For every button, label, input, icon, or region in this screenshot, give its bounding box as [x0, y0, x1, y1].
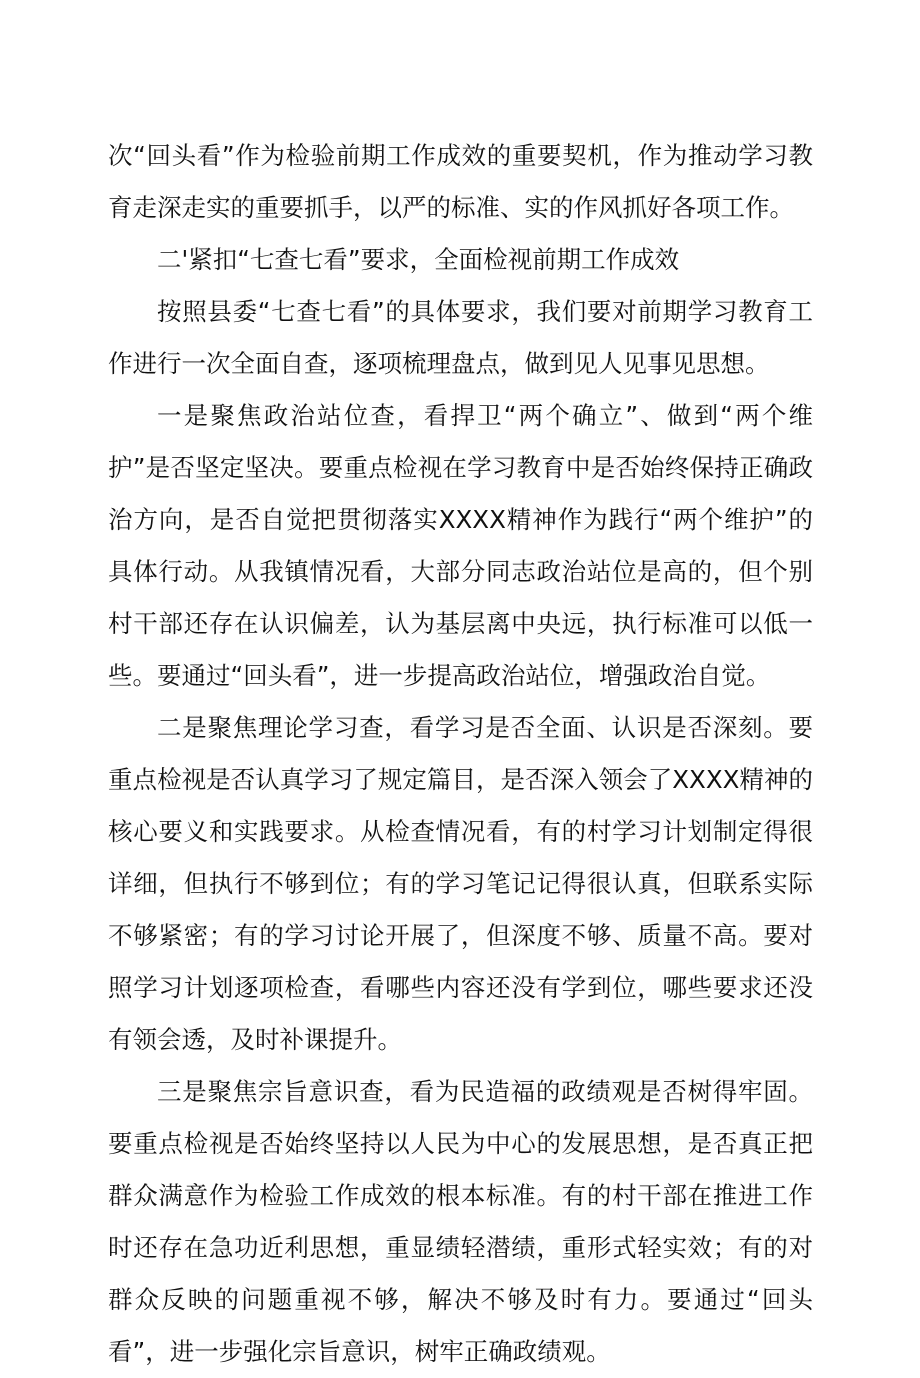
document-body	[108, 130, 813, 1378]
paragraph-purpose-awareness: 三是聚焦宗旨意识查，看为民造福的政绩观是否树得牢固。要重点检视是否始终坚持以人民为中心的发展思想，是否真正把群众满意作为检验工作成效的根本标准。有的村干部在推进工作时还存在急功近利思想，重显绩轻潜绩，重形式轻实效；有的对群众反映的问题重视不够，解决不够及时有力。要通过“回头看”，进一步强化宗旨意识，树牢正确政绩观。	[108, 1077, 813, 1366]
paragraph-political-stance: 一是聚焦政治站位查，看捍卫“两个确立”、做到“两个维护”是否坚定坚决。要重点检视在学习教育中是否始终保持正确政治方向，是否自觉把贯彻落实XXXX精神作为践行“两个维护”的具体行动。从我镇情况看，大部分同志政治站位是高的，但个别村干部还存在认识偏差，认为基层离中央远，执行标准可以低一些。要通过“回头看”，进一步提高政治站位，增强政治自觉。	[108, 401, 813, 690]
paragraph-intro: 按照县委“七查七看”的具体要求，我们要对前期学习教育工作进行一次全面自查，逐项梳理盘点，做到见人见事见思想。	[108, 297, 813, 378]
section-heading: 二'紧扣“七查七看”要求，全面检视前期工作成效	[157, 245, 680, 274]
paragraph-continuation: 次“回头看”作为检验前期工作成效的重要契机，作为推动学习教育走深走实的重要抓手，以严的标准、实的作风抓好各项工作。	[108, 141, 813, 222]
paragraph-theory-study: 二是聚焦理论学习查，看学习是否全面、认识是否深刻。要重点检视是否认真学习了规定篇目，是否深入领会了XXXX精神的核心要义和实践要求。从检查情况看，有的村学习计划制定得很详细，但执行不够到位；有的学习笔记记得很认真，但联系实际不够紧密；有的学习讨论开展了，但深度不够、质量不高。要对照学习计划逐项检查，看哪些内容还没有学到位，哪些要求还没有领会透，及时补课提升。	[108, 713, 813, 1054]
